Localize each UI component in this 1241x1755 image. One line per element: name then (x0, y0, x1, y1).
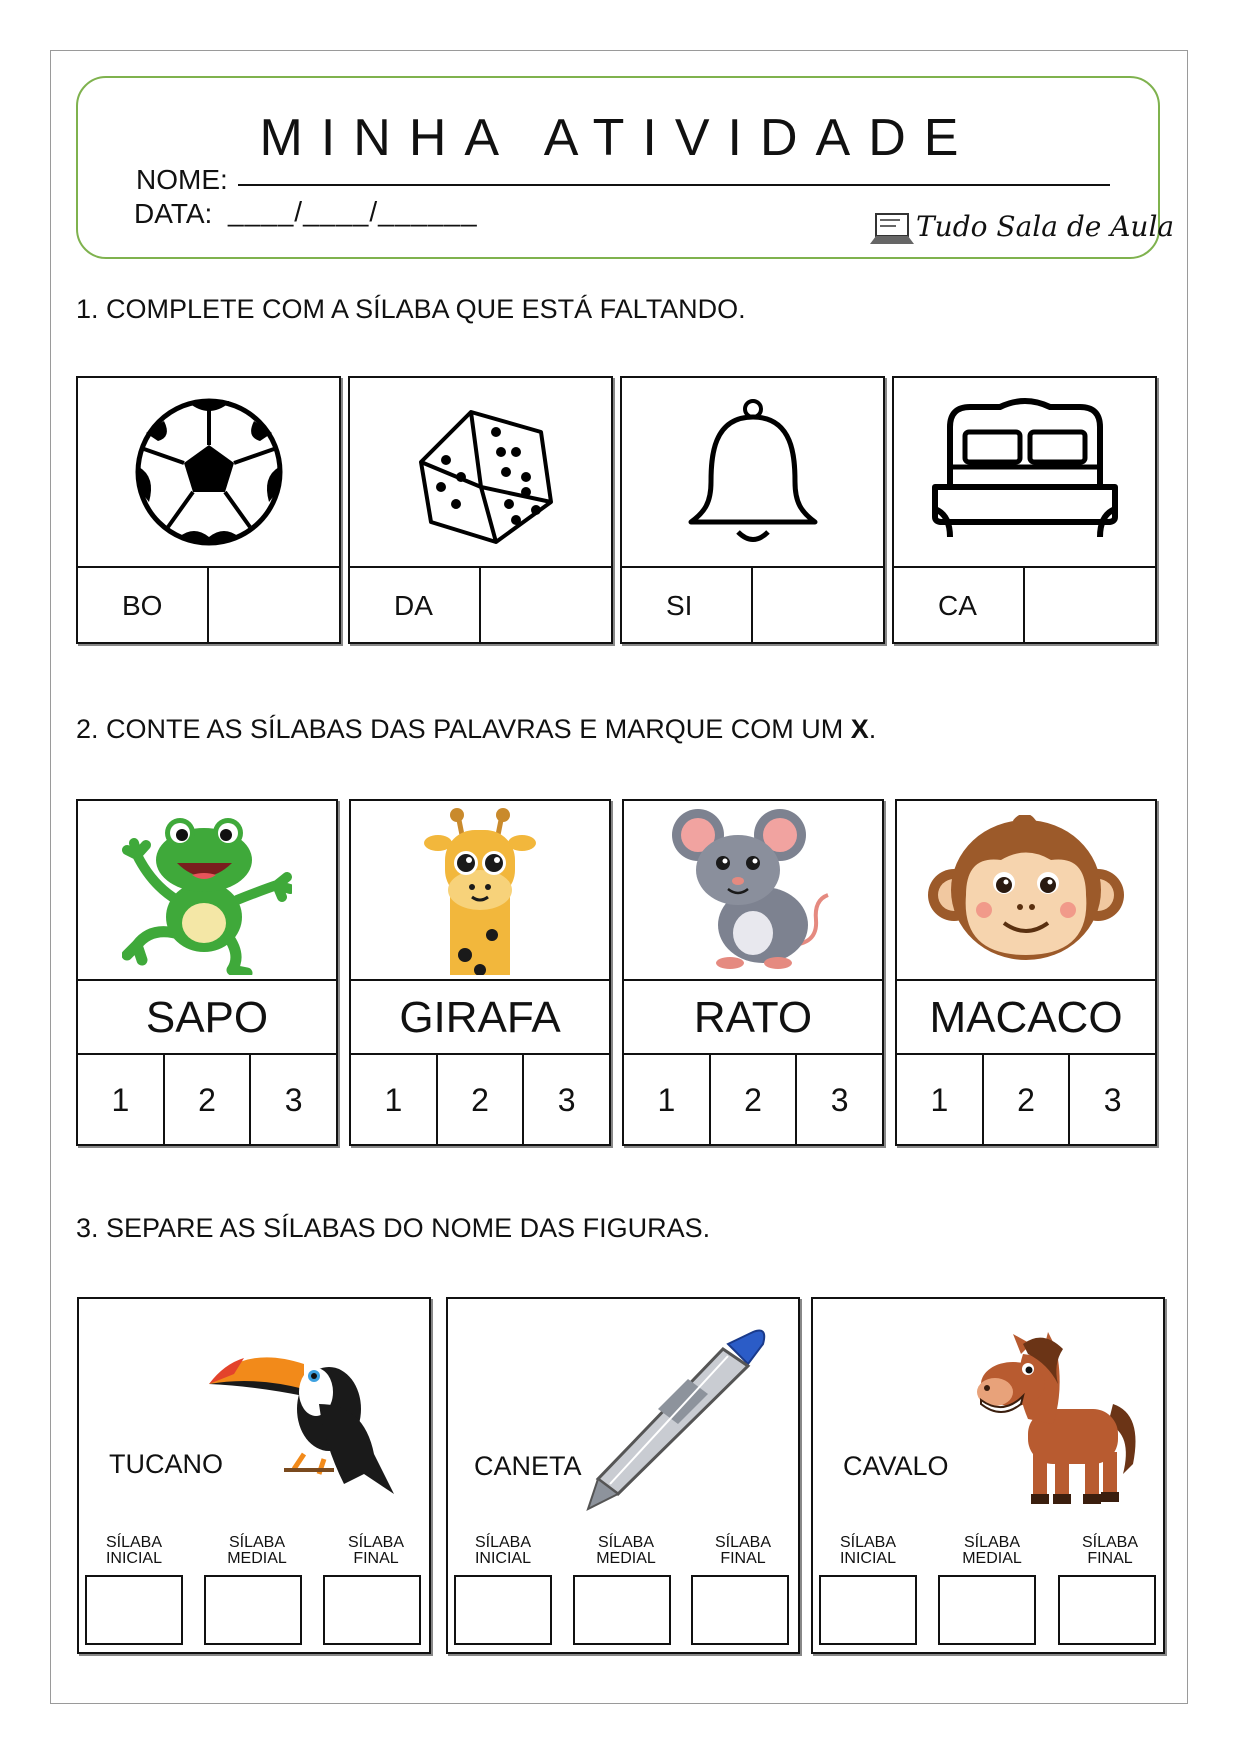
count-word: GIRAFA (351, 981, 609, 1055)
toucan-icon (204, 1344, 404, 1504)
count-card-3 (622, 799, 884, 1146)
count-option-1[interactable]: 1 (624, 1055, 711, 1145)
picture-cell (897, 801, 1155, 981)
monkey-icon (926, 815, 1126, 965)
name-line[interactable] (238, 184, 1110, 186)
label-line1: SÍLABA (1081, 1534, 1139, 1551)
label-line1: SÍLABA (105, 1534, 163, 1551)
count-option-1[interactable]: 1 (351, 1055, 438, 1145)
instruction-2 (76, 714, 876, 745)
answer-box-initial[interactable] (454, 1575, 552, 1645)
syllable-answer-box[interactable] (481, 568, 612, 644)
syllable-card-1 (76, 376, 341, 644)
separate-card-1 (77, 1297, 431, 1654)
count-option-3[interactable]: 3 (830, 1082, 849, 1118)
count-option-2[interactable]: 2 (984, 1055, 1071, 1145)
answer-box-medial[interactable] (938, 1575, 1036, 1645)
picture-cell (78, 801, 336, 981)
answer-box-medial[interactable] (204, 1575, 302, 1645)
label-medial (202, 1535, 312, 1567)
dice-icon (401, 392, 561, 552)
label-line2: MEDIAL (596, 1550, 656, 1567)
answer-box-final[interactable] (691, 1575, 789, 1645)
instruction-3: 3. SEPARE AS SÍLABAS DO NOME DAS FIGURAS. (76, 1213, 711, 1243)
label-line2: INICIAL (105, 1550, 162, 1567)
count-option-3[interactable]: 3 (557, 1082, 576, 1118)
logo (868, 208, 1175, 254)
syllable-answer-box[interactable] (753, 568, 884, 644)
syllable-card-2 (348, 376, 613, 644)
separate-card-3 (811, 1297, 1165, 1654)
count-card-1 (76, 799, 338, 1146)
count-word: SAPO (78, 981, 336, 1055)
picture-cell (351, 801, 609, 981)
answer-box-final[interactable] (323, 1575, 421, 1645)
separate-word: CAVALO (843, 1451, 949, 1481)
label-line1: SÍLABA (228, 1534, 286, 1551)
count-word: MACACO (897, 981, 1155, 1055)
frog-icon (122, 805, 292, 975)
label-medial (571, 1535, 681, 1567)
syllable-card-4 (892, 376, 1157, 644)
label-line1: SÍLABA (839, 1534, 897, 1551)
count-option-2[interactable]: 2 (165, 1055, 252, 1145)
label-line2: FINAL (1087, 1550, 1133, 1567)
label-final (321, 1535, 431, 1567)
syllable-prefix: SI (622, 568, 753, 644)
syllable-count-options (624, 1055, 882, 1145)
instruction-1: 1. COMPLETE COM A SÍLABA QUE ESTÁ FALTANDO. (76, 294, 746, 324)
count-option-1[interactable]: 1 (78, 1055, 165, 1145)
count-option-2[interactable]: 2 (438, 1055, 525, 1145)
label-line2: MEDIAL (962, 1550, 1022, 1567)
label-medial (937, 1535, 1047, 1567)
bed-icon (930, 397, 1120, 547)
count-card-2 (349, 799, 611, 1146)
label-final (688, 1535, 798, 1567)
name-label: NOME: (136, 164, 228, 195)
picture-cell (894, 378, 1155, 568)
laptop-icon (868, 208, 914, 248)
instruction-2-text: 2. CONTE AS SÍLABAS DAS PALAVRAS E MARQUE COM UM (76, 714, 851, 744)
label-final (1055, 1535, 1165, 1567)
syllable-count-options (897, 1055, 1155, 1145)
picture-cell (622, 378, 883, 568)
syllable-prefix: BO (78, 568, 209, 644)
count-word: RATO (624, 981, 882, 1055)
syllable-answer-box[interactable] (209, 568, 340, 644)
separate-card-2 (446, 1297, 800, 1654)
label-line1: SÍLABA (714, 1534, 772, 1551)
syllable-count-options (351, 1055, 609, 1145)
label-line1: SÍLABA (963, 1534, 1021, 1551)
header-box (76, 76, 1175, 259)
label-initial (448, 1535, 558, 1567)
label-line2: MEDIAL (227, 1550, 287, 1567)
count-option-3[interactable]: 3 (1103, 1082, 1122, 1118)
label-initial (813, 1535, 923, 1567)
label-line2: FINAL (353, 1550, 399, 1567)
syllable-prefix: CA (894, 568, 1025, 644)
picture-cell (350, 378, 611, 568)
horse-icon (973, 1324, 1143, 1514)
date-label: DATA: (134, 198, 213, 229)
label-line2: INICIAL (839, 1550, 896, 1567)
label-line2: INICIAL (474, 1550, 531, 1567)
label-initial (79, 1535, 189, 1567)
page-title: MINHA ATIVIDADE (259, 109, 977, 167)
picture-cell (78, 378, 339, 568)
count-option-1[interactable]: 1 (897, 1055, 984, 1145)
separate-word: TUCANO (109, 1449, 223, 1479)
separate-word: CANETA (474, 1451, 582, 1481)
answer-box-initial[interactable] (85, 1575, 183, 1645)
syllable-prefix: DA (350, 568, 481, 644)
label-line1: SÍLABA (474, 1534, 532, 1551)
pen-icon (578, 1324, 778, 1514)
label-line2: FINAL (720, 1550, 766, 1567)
answer-box-initial[interactable] (819, 1575, 917, 1645)
date-line[interactable]: ____/____/______ (228, 196, 478, 227)
label-line1: SÍLABA (347, 1534, 405, 1551)
instruction-2-suffix: . (868, 714, 877, 744)
picture-cell (624, 801, 882, 981)
bell-icon (683, 397, 823, 547)
soccer-ball-icon (134, 397, 284, 547)
syllable-card-3 (620, 376, 885, 644)
giraffe-icon (420, 805, 540, 975)
answer-box-medial[interactable] (573, 1575, 671, 1645)
logo-text: Tudo Sala de Aula (916, 210, 1175, 243)
label-line1: SÍLABA (597, 1534, 655, 1551)
answer-box-final[interactable] (1058, 1575, 1156, 1645)
syllable-count-options (78, 1055, 336, 1145)
count-option-2[interactable]: 2 (711, 1055, 798, 1145)
count-card-4 (895, 799, 1157, 1146)
mouse-icon (668, 805, 838, 975)
syllable-answer-box[interactable] (1025, 568, 1156, 644)
instruction-2-mark: X (850, 714, 869, 744)
count-option-3[interactable]: 3 (284, 1082, 303, 1118)
